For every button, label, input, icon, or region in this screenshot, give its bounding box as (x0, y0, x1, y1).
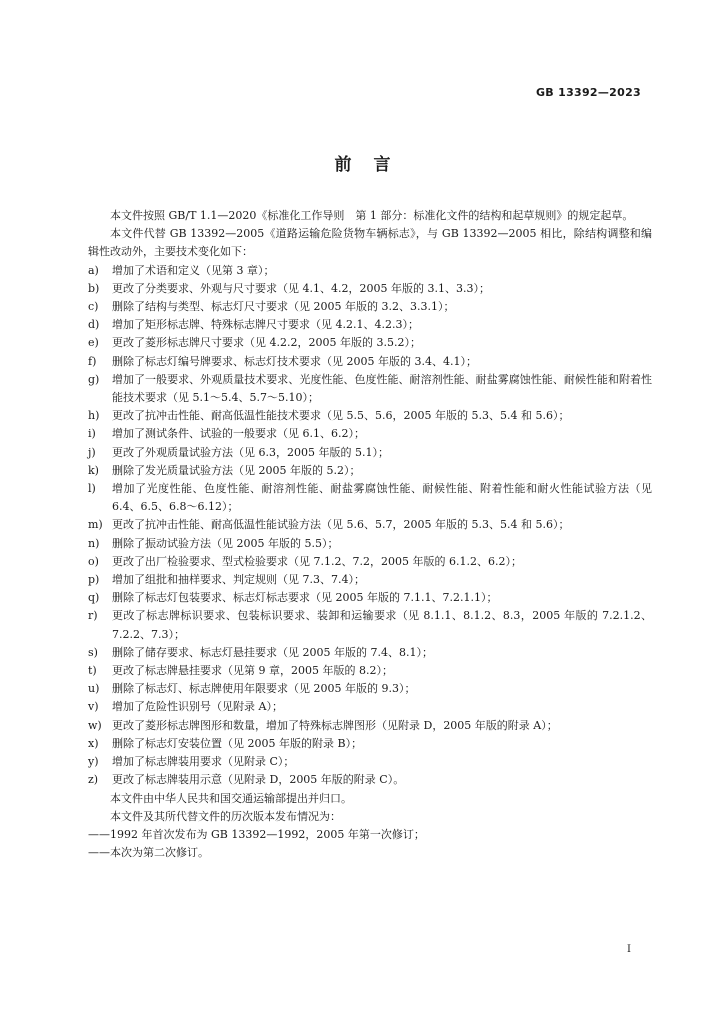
change-item-label: z) (88, 773, 99, 787)
change-item (88, 717, 652, 735)
change-item-label: w) (88, 718, 102, 732)
change-item-text: 更改了出厂检验要求、型式检验要求（见 7.1.2、7.2，2005 年版的 6.1.2、6.2）； (112, 554, 522, 568)
change-item-text: 增加了测试条件、试验的一般要求（见 6.1、6.2）； (112, 427, 365, 441)
change-item (88, 698, 652, 716)
change-item-text: 删除了标志灯编号牌要求、标志灯技术要求（见 2005 年版的 3.4、4.1）； (112, 354, 477, 368)
standard-number: GB 13392—2023 (535, 86, 641, 99)
foreword-body (88, 207, 652, 862)
change-item-text: 增加了矩形标志牌、特殊标志牌尺寸要求（见 4.2.1、4.2.3）； (112, 318, 419, 332)
change-item-label: k) (88, 463, 99, 477)
change-item-label: y) (88, 755, 99, 769)
change-item-text: 更改了菱形标志牌尺寸要求（见 4.2.2，2005 年版的 3.5.2）； (112, 336, 421, 350)
change-item (88, 316, 652, 334)
change-item-label: j) (88, 445, 96, 459)
change-item (88, 371, 652, 407)
change-item-label: n) (88, 536, 100, 550)
change-item-text: 删除了振动试验方法（见 2005 年版的 5.5）； (112, 536, 339, 550)
change-item-text: 更改了标志牌悬挂要求（见第 9 章，2005 年版的 8.2）； (112, 664, 393, 678)
change-item (88, 662, 652, 680)
change-item-text: 删除了发光质量试验方法（见 2005 年版的 5.2）； (112, 463, 361, 477)
change-item-text: 增加了光度性能、色度性能、耐溶剂性能、耐盐雾腐蚀性能、耐候性能、附着性能和耐火性能试验方法（见 6.4、6.5、6.8～6.12）； (112, 482, 652, 514)
change-item-text: 删除了标志灯包装要求、标志灯标志要求（见 2005 年版的 7.1.1、7.2.1.1）； (112, 591, 498, 605)
change-item-text: 更改了分类要求、外观与尺寸要求（见 4.1、4.2，2005 年版的 3.1、3.3）； (112, 281, 490, 295)
change-item (88, 480, 652, 516)
change-item-label: b) (88, 281, 100, 295)
closing-paragraph-2: 本文件及其所代替文件的历次版本发布情况为： (110, 809, 341, 823)
change-item (88, 589, 652, 607)
change-item-label: o) (88, 554, 99, 568)
change-item-text: 删除了标志灯安装位置（见 2005 年版的附录 B）； (112, 736, 363, 750)
page-title: 前言 (334, 155, 413, 175)
closing-paragraph-1: 本文件由中华人民共和国交通运输部提出并归口。 (110, 791, 352, 805)
change-item-label: r) (88, 609, 98, 623)
change-item-label: h) (88, 409, 100, 423)
change-item (88, 753, 652, 771)
change-item-text: 更改了抗冲击性能、耐高低温性能技术要求（见 5.5、5.6，2005 年版的 5.3、5.4 和 5.6）； (112, 409, 570, 423)
change-item-label: q) (88, 591, 100, 605)
change-item-text: 增加了术语和定义（见第 3 章）； (112, 263, 275, 277)
history-line-2: ——本次为第二次修订。 (88, 846, 209, 860)
change-item-label: c) (88, 300, 99, 314)
technical-changes-list (88, 262, 652, 790)
change-item-text: 更改了抗冲击性能、耐高低温性能试验方法（见 5.6、5.7，2005 年版的 5.3、5.4 和 5.6）； (112, 518, 570, 532)
change-item-text: 更改了标志牌标识要求、包装标识要求、装卸和运输要求（见 8.1.1、8.1.2、8.3，2005 年版的 7.2.1.2、7.2.2、7.3）； (112, 609, 652, 641)
intro-paragraph-1: 本文件按照 GB/T 1.1—2020《标准化工作导则 第 1 部分：标准化文件的结构和起草规则》的规定起草。 (110, 209, 634, 222)
change-item (88, 334, 652, 352)
change-item (88, 444, 652, 462)
change-item-label: x) (88, 736, 99, 750)
intro-paragraph-2: 本文件代替 GB 13392—2005《道路运输危险货物车辆标志》，与 GB 13392—2005 相比，除结构调整和编辑性改动外，主要技术变化如下： (88, 227, 652, 259)
change-item-label: p) (88, 573, 100, 587)
change-item (88, 771, 652, 789)
change-item-label: u) (88, 682, 100, 696)
change-item-label: f) (88, 354, 97, 368)
change-item-label: s) (88, 645, 98, 659)
change-item (88, 571, 652, 589)
change-item-text: 增加了标志牌装用要求（见附录 C）； (112, 755, 295, 769)
change-item-text: 增加了一般要求、外观质量技术要求、光度性能、色度性能、耐溶剂性能、耐盐雾腐蚀性能、耐候性能和附着性能技术要求（见 5.1～5.4、5.7～5.10）； (112, 372, 652, 405)
change-item (88, 353, 652, 371)
change-item-label: d) (88, 318, 100, 332)
change-item-text: 增加了危险性识别号（见附录 A）； (112, 700, 283, 714)
change-item (88, 644, 652, 662)
change-item-label: v) (88, 700, 99, 714)
change-item (88, 680, 652, 698)
change-item-text: 更改了菱形标志牌图形和数量，增加了特殊标志牌图形（见附录 D，2005 年版的附录 A）； (112, 718, 558, 732)
change-item-text: 删除了结构与类型、标志灯尺寸要求（见 2005 年版的 3.2、3.3.1）； (112, 300, 455, 314)
change-item-text: 删除了标志灯、标志牌使用年限要求（见 2005 年版的 9.3）； (112, 682, 416, 696)
change-item-label: m) (88, 518, 103, 532)
change-item-label: l) (88, 482, 96, 496)
change-item-label: i) (88, 427, 96, 441)
change-item-label: g) (88, 372, 100, 386)
change-item-label: e) (88, 336, 99, 350)
change-item (88, 516, 652, 534)
change-item-text: 删除了储存要求、标志灯悬挂要求（见 2005 年版的 7.4、8.1）； (112, 645, 433, 659)
change-item-text: 更改了标志牌装用示意（见附录 D，2005 年版的附录 C）。 (112, 773, 405, 787)
change-item-text: 更改了外观质量试验方法（见 6.3，2005 年版的 5.1）； (112, 445, 389, 459)
change-item (88, 262, 652, 280)
history-line-1: ——1992 年首次发布为 GB 13392—1992，2005 年第一次修订； (88, 827, 425, 841)
change-item (88, 553, 652, 571)
change-item (88, 298, 652, 316)
change-item-text: 增加了组批和抽样要求、判定规则（见 7.3、7.4）； (112, 573, 365, 587)
change-item (88, 462, 652, 480)
change-item (88, 535, 652, 553)
change-item (88, 735, 652, 753)
change-item-label: a) (88, 263, 99, 277)
change-item (88, 280, 652, 298)
change-item (88, 607, 652, 643)
page-number: I (627, 944, 631, 955)
change-item-label: t) (88, 664, 97, 678)
change-item (88, 425, 652, 443)
change-item (88, 407, 652, 425)
